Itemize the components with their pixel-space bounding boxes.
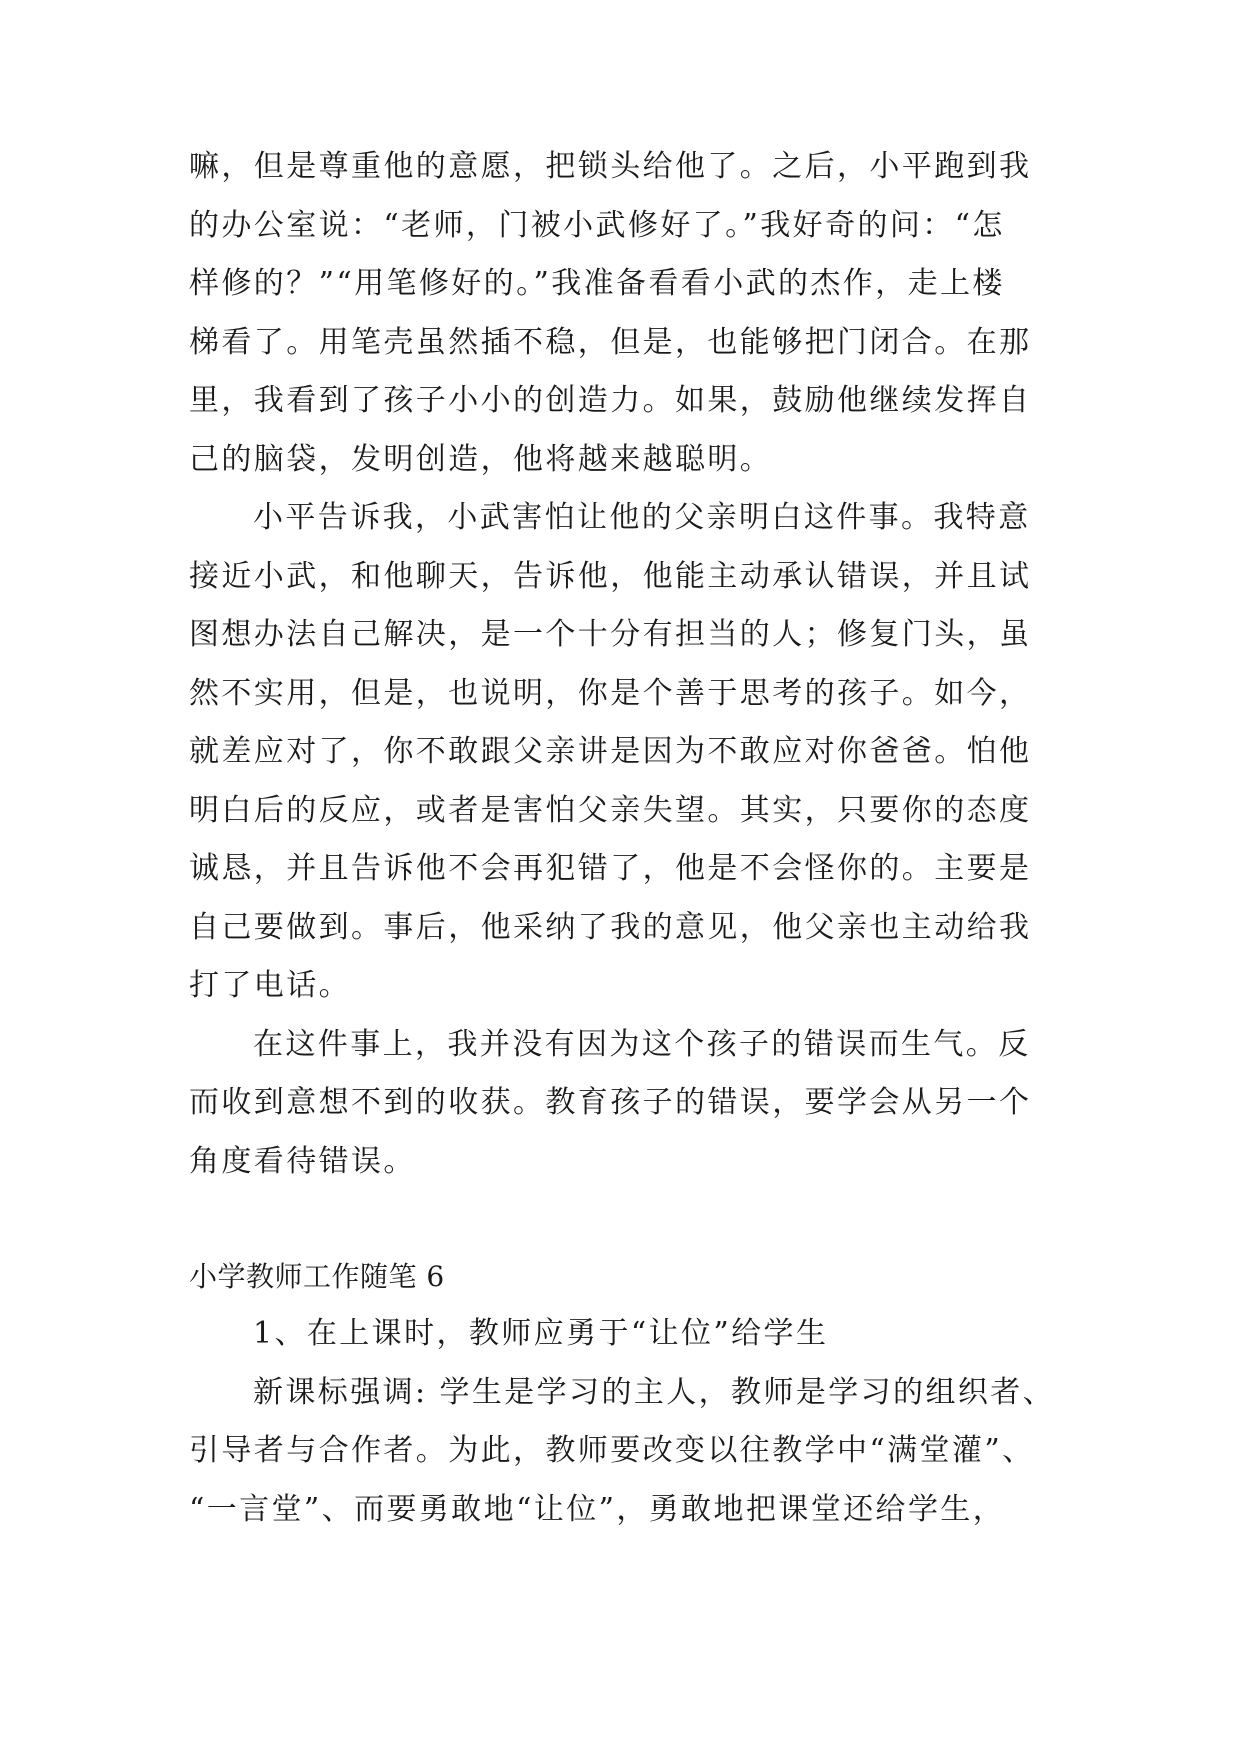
text-line: 打了电话。 bbox=[189, 968, 351, 1003]
text-line: 样修的？”“用笔修好的。”我准备看看小武的杰作，走上楼 bbox=[189, 266, 1005, 301]
text-line: 的办公室说：“老师，门被小武修好了。”我好奇的问：“怎 bbox=[189, 207, 1005, 243]
text-line: 角度看待错误。 bbox=[189, 1143, 416, 1179]
text-line: 自己要做到。事后，他采纳了我的意见，他父亲也主动给我 bbox=[189, 909, 1032, 945]
text-line: 就差应对了，你不敢跟父亲讲是因为不敢应对你爸爸。怕他 bbox=[189, 734, 1032, 769]
paragraph-4 bbox=[189, 1364, 1069, 1540]
text-line: 接近小武，和他聊天，告诉他，他能主动承认错误，并且试 bbox=[189, 558, 1032, 594]
paragraph-3 bbox=[189, 1016, 1069, 1192]
document-body bbox=[189, 138, 1069, 1539]
section-title: 小学教师工作随笔 6 bbox=[189, 1260, 445, 1293]
subheading: 1、在上课时，教师应勇于“让位”给学生 bbox=[253, 1316, 829, 1351]
text-line: 诚恳，并且告诉他不会再犯错了，他是不会怪你的。主要是 bbox=[189, 851, 1032, 886]
text-line: 梯看了。用笔壳虽然插不稳，但是，也能够把门闭合。在那 bbox=[189, 324, 1032, 360]
text-line: 己的脑袋，发明创造，他将越来越聪明。 bbox=[189, 441, 773, 477]
text-line: 里，我看到了孩子小小的创造力。如果，鼓励他继续发挥自 bbox=[189, 383, 1032, 418]
text-line: 新课标强调: 学生是学习的主人，教师是学习的组织者、 bbox=[253, 1374, 1056, 1410]
text-line: 明白后的反应，或者是害怕父亲失望。其实，只要你的态度 bbox=[189, 792, 1032, 828]
text-line: 图想办法自己解决，是一个十分有担当的人；修复门头，虽 bbox=[189, 617, 1032, 652]
text-line: 而收到意想不到的收获。教育孩子的错误，要学会从另一个 bbox=[189, 1085, 1032, 1120]
paragraph-1 bbox=[189, 138, 1069, 489]
text-line: 嘛，但是尊重他的意愿，把锁头给他了。之后，小平跑到我 bbox=[189, 149, 1032, 184]
text-line: “一言堂”、而要勇敢地“让位”，勇敢地把课堂还给学生， bbox=[189, 1491, 1006, 1527]
section-spacer bbox=[189, 1191, 1069, 1249]
text-line: 在这件事上，我并没有因为这个孩子的错误而生气。反 bbox=[253, 1026, 1031, 1062]
text-line: 然不实用，但是，也说明，你是个善于思考的孩子。如今， bbox=[189, 675, 1032, 711]
text-line: 小平告诉我，小武害怕让他的父亲明白这件事。我特意 bbox=[253, 500, 1031, 535]
text-line: 引导者与合作者。为此，教师要改变以往教学中“满堂灌”、 bbox=[189, 1433, 1035, 1468]
paragraph-2 bbox=[189, 489, 1069, 1016]
